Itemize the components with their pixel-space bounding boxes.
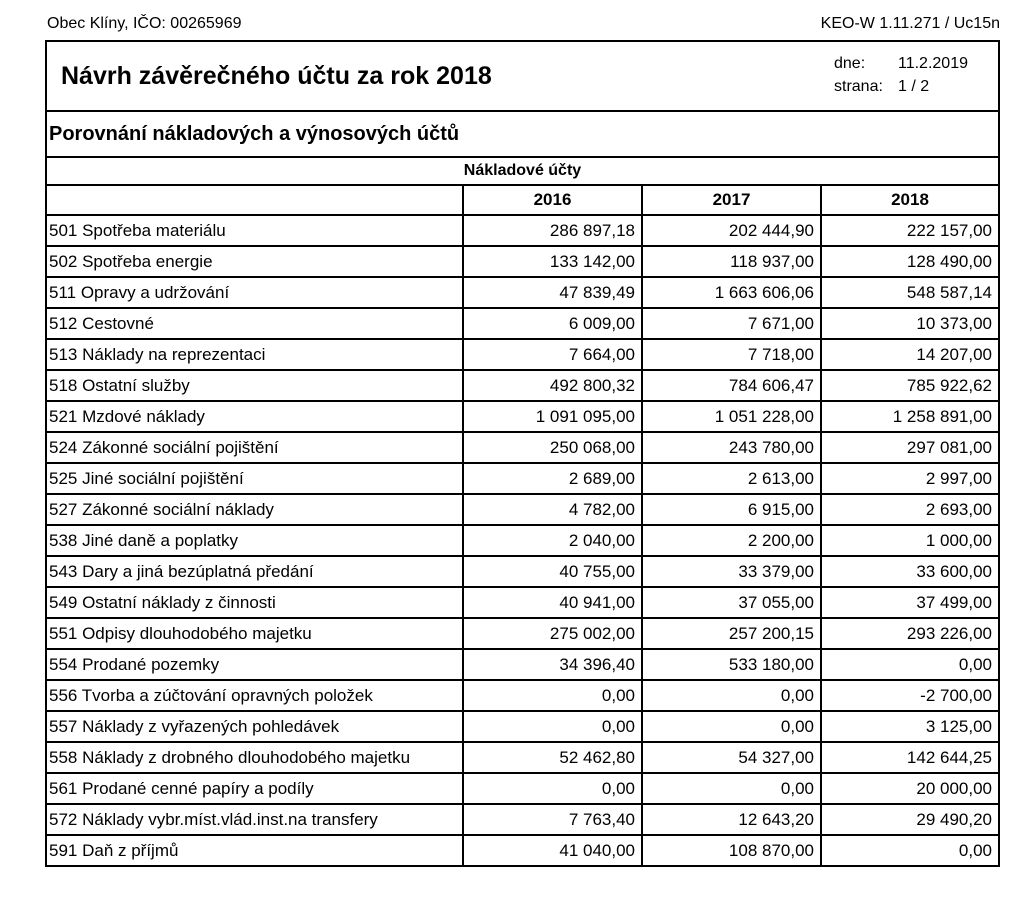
account-name-cell: 551 Odpisy dlouhodobého majetku (47, 618, 463, 649)
amount-cell: 785 922,62 (821, 370, 998, 401)
amount-cell: 0,00 (463, 680, 642, 711)
amount-cell: 1 051 228,00 (642, 401, 821, 432)
table-row (47, 649, 998, 680)
column-header-account (47, 186, 463, 215)
amount-cell: 118 937,00 (642, 246, 821, 277)
amount-cell: 250 068,00 (463, 432, 642, 463)
amount-cell: 33 379,00 (642, 556, 821, 587)
account-name-cell: 549 Ostatní náklady z činnosti (47, 587, 463, 618)
amount-cell: 7 718,00 (642, 339, 821, 370)
amount-cell: 202 444,90 (642, 215, 821, 246)
amount-cell: 4 782,00 (463, 494, 642, 525)
amount-cell: 14 207,00 (821, 339, 998, 370)
amount-cell: 3 125,00 (821, 711, 998, 742)
amount-cell: 1 000,00 (821, 525, 998, 556)
amount-cell: 40 755,00 (463, 556, 642, 587)
table-row (47, 339, 998, 370)
table-row (47, 804, 998, 835)
amount-cell: 7 664,00 (463, 339, 642, 370)
page-row (834, 75, 968, 98)
table-row (47, 463, 998, 494)
amount-cell: 37 055,00 (642, 587, 821, 618)
amount-cell: 33 600,00 (821, 556, 998, 587)
table-row (47, 711, 998, 742)
account-name-cell: 538 Jiné daně a poplatky (47, 525, 463, 556)
amount-cell: 533 180,00 (642, 649, 821, 680)
amount-cell: 2 997,00 (821, 463, 998, 494)
amount-cell: 492 800,32 (463, 370, 642, 401)
amount-cell: 29 490,20 (821, 804, 998, 835)
table-row (47, 742, 998, 773)
amount-cell: 0,00 (463, 711, 642, 742)
amount-cell: 12 643,20 (642, 804, 821, 835)
table-header-row (47, 186, 998, 215)
page-value: 1 / 2 (898, 78, 930, 95)
title-box (47, 42, 998, 112)
section-heading: Nákladové účty (47, 158, 998, 186)
app-version-label: KEO-W 1.11.271 / Uc15n (820, 15, 1000, 32)
amount-cell: 0,00 (821, 649, 998, 680)
column-header-year: 2018 (821, 186, 998, 215)
amount-cell: 40 941,00 (463, 587, 642, 618)
report-title: Návrh závěrečného účtu za rok 2018 (61, 61, 492, 90)
amount-cell: 548 587,14 (821, 277, 998, 308)
report-meta (834, 52, 968, 98)
account-name-cell: 554 Prodané pozemky (47, 649, 463, 680)
table-row (47, 370, 998, 401)
amount-cell: 54 327,00 (642, 742, 821, 773)
organization-label: Obec Klíny, IČO: 00265969 (47, 15, 242, 32)
amount-cell: 275 002,00 (463, 618, 642, 649)
amount-cell: 7 763,40 (463, 804, 642, 835)
amount-cell: 286 897,18 (463, 215, 642, 246)
table-row (47, 432, 998, 463)
amount-cell: 6 915,00 (642, 494, 821, 525)
amount-cell: 37 499,00 (821, 587, 998, 618)
amount-cell: 2 689,00 (463, 463, 642, 494)
account-name-cell: 591 Daň z příjmů (49, 840, 179, 860)
account-name-cell: 558 Náklady z drobného dlouhodobého majetku (47, 742, 463, 773)
amount-cell: 293 226,00 (821, 618, 998, 649)
amount-cell: 2 040,00 (463, 525, 642, 556)
amount-cell: 10 373,00 (821, 308, 998, 339)
amount-cell: 0,00 (821, 835, 998, 865)
column-header-year: 2016 (463, 186, 642, 215)
amount-cell: 0,00 (642, 773, 821, 804)
amount-cell: 20 000,00 (821, 773, 998, 804)
amount-cell: 47 839,49 (463, 277, 642, 308)
report-frame (45, 40, 1000, 867)
table-row (47, 835, 998, 865)
amount-cell: 243 780,00 (642, 432, 821, 463)
amount-cell: 0,00 (463, 773, 642, 804)
cost-accounts-table (47, 186, 998, 865)
table-row (47, 277, 998, 308)
amount-cell: 0,00 (642, 680, 821, 711)
account-name-cell: 524 Zákonné sociální pojištění (47, 432, 463, 463)
account-name-cell: 557 Náklady z vyřazených pohledávek (47, 711, 463, 742)
report-subtitle: Porovnání nákladových a výnosových účtů (49, 122, 460, 145)
amount-cell: 784 606,47 (642, 370, 821, 401)
account-name-cell: 556 Tvorba a zúčtování opravných položek (47, 680, 463, 711)
account-name-cell: 518 Ostatní služby (47, 370, 463, 401)
table-row (47, 618, 998, 649)
amount-cell: 52 462,80 (463, 742, 642, 773)
amount-cell: 257 200,15 (642, 618, 821, 649)
account-name-cell: 511 Opravy a udržování (47, 277, 463, 308)
amount-cell: 222 157,00 (821, 215, 998, 246)
date-value: 11.2.2019 (898, 55, 968, 72)
amount-cell: 2 613,00 (642, 463, 821, 494)
amount-cell: -2 700,00 (821, 680, 998, 711)
account-name-cell: 572 Náklady vybr.míst.vlád.inst.na transfery (47, 804, 463, 835)
table-row (47, 680, 998, 711)
amount-cell: 1 091 095,00 (463, 401, 642, 432)
subtitle-box (47, 112, 998, 158)
date-row (834, 52, 968, 75)
date-label: dne: (834, 55, 866, 72)
table-row (47, 494, 998, 525)
account-name-cell: 502 Spotřeba energie (47, 246, 463, 277)
amount-cell: 142 644,25 (821, 742, 998, 773)
account-name-cell: 543 Dary a jiná bezúplatná předání (47, 556, 463, 587)
amount-cell: 34 396,40 (463, 649, 642, 680)
table-row (47, 215, 998, 246)
amount-cell: 128 490,00 (821, 246, 998, 277)
amount-cell: 6 009,00 (463, 308, 642, 339)
amount-cell: 108 870,00 (642, 835, 821, 865)
account-name-cell: 501 Spotřeba materiálu (47, 215, 463, 246)
account-name-cell: 513 Náklady na reprezentaci (47, 339, 463, 370)
account-name-cell: 527 Zákonné sociální náklady (47, 494, 463, 525)
table-row (47, 587, 998, 618)
table-row (47, 556, 998, 587)
amount-cell: 297 081,00 (821, 432, 998, 463)
account-name-cell: 525 Jiné sociální pojištění (47, 463, 463, 494)
amount-cell: 0,00 (642, 711, 821, 742)
amount-cell: 2 200,00 (642, 525, 821, 556)
amount-cell: 41 040,00 (463, 835, 642, 865)
table-row (47, 308, 998, 339)
table-row (47, 401, 998, 432)
page-label: strana: (834, 78, 883, 95)
amount-cell: 1 663 606,06 (642, 277, 821, 308)
column-header-year: 2017 (642, 186, 821, 215)
document-header-line (47, 12, 1000, 36)
amount-cell: 2 693,00 (821, 494, 998, 525)
table-row (47, 246, 998, 277)
amount-cell: 133 142,00 (463, 246, 642, 277)
account-name-cell: 521 Mzdové náklady (47, 401, 463, 432)
table-body (47, 215, 998, 865)
amount-cell: 1 258 891,00 (821, 401, 998, 432)
account-name-cell: 561 Prodané cenné papíry a podíly (47, 773, 463, 804)
table-row (47, 773, 998, 804)
account-name-cell: 512 Cestovné (47, 308, 463, 339)
table-row (47, 525, 998, 556)
amount-cell: 7 671,00 (642, 308, 821, 339)
